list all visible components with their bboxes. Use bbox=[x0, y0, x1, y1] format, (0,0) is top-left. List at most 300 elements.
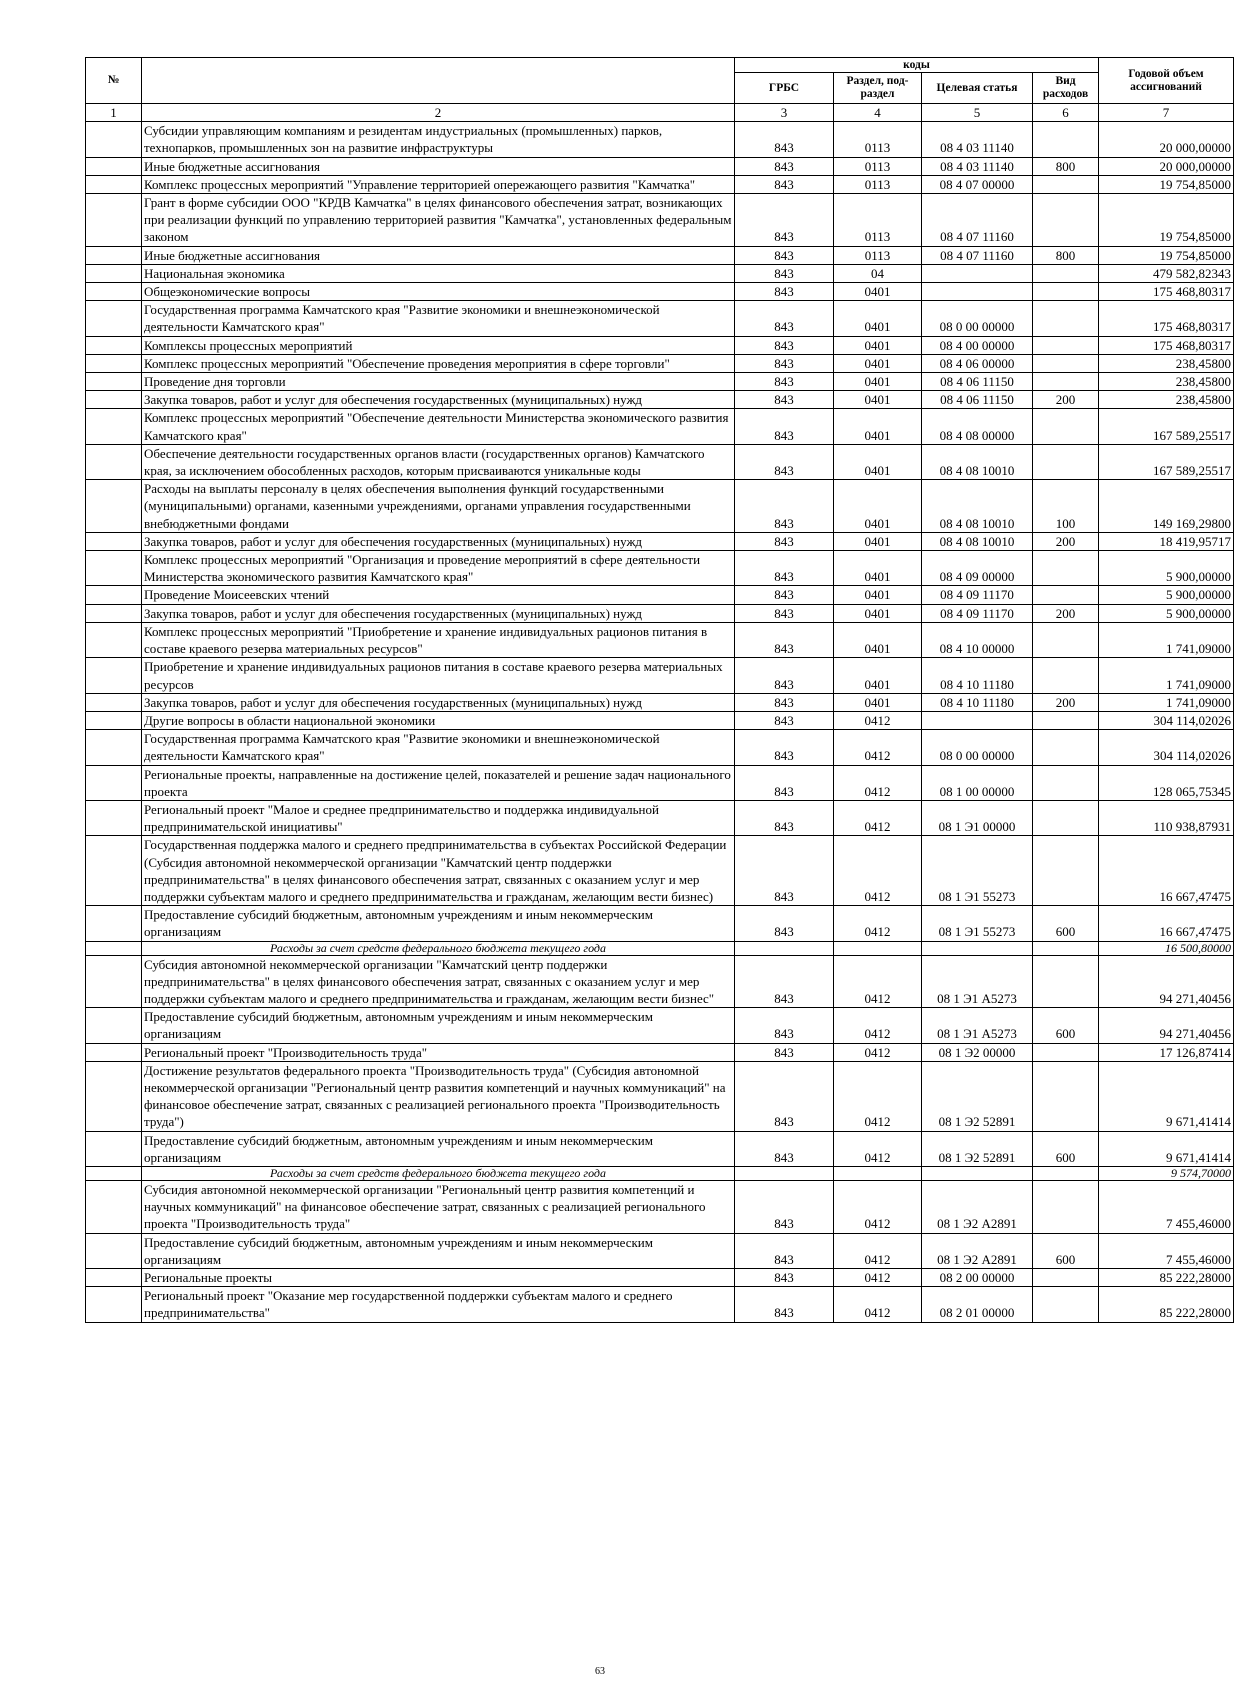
target-article-code: 08 4 06 00000 bbox=[922, 354, 1033, 372]
table-row bbox=[86, 1061, 1234, 1131]
expense-type-code bbox=[1033, 354, 1099, 372]
grbs-code: 843 bbox=[735, 157, 834, 175]
grbs-code: 843 bbox=[735, 1269, 834, 1287]
section-code: 0412 bbox=[834, 711, 922, 729]
target-article-code bbox=[922, 1166, 1033, 1180]
target-article-code: 08 1 Э2 52891 bbox=[922, 1131, 1033, 1166]
annual-amount: 5 900,00000 bbox=[1099, 551, 1234, 586]
expense-name: Государственная программа Камчатского края "Развитие экономики и внешнеэкономической деятельности Камчатского края" bbox=[142, 301, 735, 336]
row-number bbox=[86, 730, 142, 765]
section-code: 0401 bbox=[834, 622, 922, 657]
target-article-code: 08 1 00 00000 bbox=[922, 765, 1033, 800]
grbs-code bbox=[735, 941, 834, 955]
expense-type-code: 600 bbox=[1033, 1008, 1099, 1043]
section-code: 0412 bbox=[834, 1287, 922, 1322]
section-code: 0412 bbox=[834, 1233, 922, 1268]
target-article-code: 08 2 00 00000 bbox=[922, 1269, 1033, 1287]
expense-type-code bbox=[1033, 373, 1099, 391]
table-row bbox=[86, 622, 1234, 657]
section-code: 0113 bbox=[834, 175, 922, 193]
expense-name: Комплекс процессных мероприятий "Организация и проведение мероприятий в сфере деятельности Министерства экономического развития Камчатского края" bbox=[142, 551, 735, 586]
target-article-code bbox=[922, 941, 1033, 955]
expense-name: Региональный проект "Производительность труда" bbox=[142, 1043, 735, 1061]
row-number bbox=[86, 246, 142, 264]
section-code: 0401 bbox=[834, 480, 922, 533]
target-article-code: 08 4 07 11160 bbox=[922, 194, 1033, 247]
table-row bbox=[86, 157, 1234, 175]
annual-amount: 128 065,75345 bbox=[1099, 765, 1234, 800]
target-article-code: 08 1 Э2 00000 bbox=[922, 1043, 1033, 1061]
budget-page bbox=[85, 57, 1232, 1323]
table-row bbox=[86, 532, 1234, 550]
section-code: 0113 bbox=[834, 246, 922, 264]
grbs-code: 843 bbox=[735, 1180, 834, 1233]
annual-amount: 16 500,80000 bbox=[1099, 941, 1234, 955]
section-code: 0401 bbox=[834, 444, 922, 479]
grbs-code: 843 bbox=[735, 1061, 834, 1131]
target-article-code: 08 4 09 00000 bbox=[922, 551, 1033, 586]
section-code: 0113 bbox=[834, 122, 922, 157]
section-code: 0401 bbox=[834, 658, 922, 693]
table-row bbox=[86, 354, 1234, 372]
row-number bbox=[86, 586, 142, 604]
row-number bbox=[86, 354, 142, 372]
grbs-code: 843 bbox=[735, 1043, 834, 1061]
expense-type-code: 200 bbox=[1033, 693, 1099, 711]
expense-name: Закупка товаров, работ и услуг для обеспечения государственных (муниципальных) нужд bbox=[142, 693, 735, 711]
expense-name: Проведение дня торговли bbox=[142, 373, 735, 391]
expense-name: Субсидия автономной некоммерческой организации "Региональный центр развития компетенций и научных коммуникаций" на финансовое обеспечение затрат, связанных с реализацией регионального проекта "Производительность труда" bbox=[142, 1180, 735, 1233]
expense-name: Национальная экономика bbox=[142, 264, 735, 282]
expense-name: Иные бюджетные ассигнования bbox=[142, 157, 735, 175]
table-row bbox=[86, 604, 1234, 622]
target-article-code: 08 4 06 11150 bbox=[922, 373, 1033, 391]
expense-type-code: 600 bbox=[1033, 1233, 1099, 1268]
header-grbs: ГРБС bbox=[735, 73, 834, 104]
expense-name: Комплекс процессных мероприятий "Обеспечение деятельности Министерства экономического развития Камчатского края" bbox=[142, 409, 735, 444]
expense-name: Грант в форме субсидии ООО "КРДВ Камчатка" в целях финансового обеспечения затрат, возникающих при реализации функций по управлению территорией развития "Камчатка", установленных федеральным законом bbox=[142, 194, 735, 247]
grbs-code: 843 bbox=[735, 373, 834, 391]
grbs-code: 843 bbox=[735, 906, 834, 941]
row-number bbox=[86, 658, 142, 693]
federal-budget-row bbox=[86, 1166, 1234, 1180]
expense-name: Иные бюджетные ассигнования bbox=[142, 246, 735, 264]
annual-amount: 304 114,02026 bbox=[1099, 711, 1234, 729]
row-number bbox=[86, 283, 142, 301]
annual-amount: 1 741,09000 bbox=[1099, 622, 1234, 657]
expense-type-code bbox=[1033, 336, 1099, 354]
table-row bbox=[86, 175, 1234, 193]
grbs-code: 843 bbox=[735, 1008, 834, 1043]
grbs-code: 843 bbox=[735, 765, 834, 800]
expense-type-code bbox=[1033, 955, 1099, 1008]
table-row bbox=[86, 1131, 1234, 1166]
expense-type-code: 100 bbox=[1033, 480, 1099, 533]
annual-amount: 20 000,00000 bbox=[1099, 122, 1234, 157]
section-code: 0401 bbox=[834, 532, 922, 550]
target-article-code: 08 4 06 11150 bbox=[922, 391, 1033, 409]
annual-amount: 1 741,09000 bbox=[1099, 693, 1234, 711]
expense-type-code bbox=[1033, 941, 1099, 955]
expense-type-code bbox=[1033, 264, 1099, 282]
grbs-code: 843 bbox=[735, 480, 834, 533]
table-row bbox=[86, 301, 1234, 336]
section-code: 0412 bbox=[834, 1180, 922, 1233]
annual-amount: 20 000,00000 bbox=[1099, 157, 1234, 175]
table-row bbox=[86, 1233, 1234, 1268]
expense-name: Региональный проект "Оказание мер государственной поддержки субъектам малого и среднего предпринимательства" bbox=[142, 1287, 735, 1322]
expense-type-code bbox=[1033, 622, 1099, 657]
annual-amount: 149 169,29800 bbox=[1099, 480, 1234, 533]
column-index: 2 bbox=[142, 104, 735, 122]
expense-type-code bbox=[1033, 730, 1099, 765]
expense-name: Предоставление субсидий бюджетным, автономным учреждениям и иным некоммерческим организациям bbox=[142, 906, 735, 941]
table-body bbox=[86, 122, 1234, 1322]
target-article-code: 08 1 Э1 00000 bbox=[922, 800, 1033, 835]
target-article-code: 08 4 07 11160 bbox=[922, 246, 1033, 264]
target-article-code: 08 4 09 11170 bbox=[922, 586, 1033, 604]
expense-name: Региональные проекты bbox=[142, 1269, 735, 1287]
row-number bbox=[86, 1043, 142, 1061]
expense-name: Государственная программа Камчатского края "Развитие экономики и внешнеэкономической деятельности Камчатского края" bbox=[142, 730, 735, 765]
expense-type-code bbox=[1033, 444, 1099, 479]
table-row bbox=[86, 336, 1234, 354]
row-number bbox=[86, 551, 142, 586]
column-index: 4 bbox=[834, 104, 922, 122]
column-index: 5 bbox=[922, 104, 1033, 122]
grbs-code: 843 bbox=[735, 730, 834, 765]
grbs-code: 843 bbox=[735, 1287, 834, 1322]
section-code: 0412 bbox=[834, 765, 922, 800]
row-number bbox=[86, 1233, 142, 1268]
grbs-code: 843 bbox=[735, 586, 834, 604]
annual-amount: 1 741,09000 bbox=[1099, 658, 1234, 693]
expense-type-code: 800 bbox=[1033, 246, 1099, 264]
expense-name: Предоставление субсидий бюджетным, автономным учреждениям и иным некоммерческим организациям bbox=[142, 1131, 735, 1166]
expense-type-code bbox=[1033, 800, 1099, 835]
row-number bbox=[86, 373, 142, 391]
table-row bbox=[86, 444, 1234, 479]
expense-type-code bbox=[1033, 175, 1099, 193]
section-code: 0401 bbox=[834, 586, 922, 604]
grbs-code: 843 bbox=[735, 122, 834, 157]
expense-type-code bbox=[1033, 194, 1099, 247]
expense-type-code: 600 bbox=[1033, 906, 1099, 941]
expense-type-code bbox=[1033, 1043, 1099, 1061]
table-row bbox=[86, 955, 1234, 1008]
expense-type-code bbox=[1033, 301, 1099, 336]
table-row bbox=[86, 194, 1234, 247]
table-row bbox=[86, 765, 1234, 800]
expense-type-code bbox=[1033, 1269, 1099, 1287]
table-row bbox=[86, 658, 1234, 693]
target-article-code: 08 1 Э1 55273 bbox=[922, 836, 1033, 906]
annual-amount: 85 222,28000 bbox=[1099, 1269, 1234, 1287]
table-row bbox=[86, 122, 1234, 157]
target-article-code: 08 1 Э2 А2891 bbox=[922, 1180, 1033, 1233]
expense-name: Региональный проект "Малое и среднее предпринимательство и поддержка индивидуальной предпринимательской инициативы" bbox=[142, 800, 735, 835]
page-number: 63 bbox=[595, 1666, 605, 1677]
grbs-code: 843 bbox=[735, 194, 834, 247]
column-index: 1 bbox=[86, 104, 142, 122]
row-number bbox=[86, 194, 142, 247]
grbs-code: 843 bbox=[735, 444, 834, 479]
target-article-code: 08 4 10 11180 bbox=[922, 693, 1033, 711]
row-number bbox=[86, 444, 142, 479]
annual-amount: 238,45800 bbox=[1099, 354, 1234, 372]
column-index: 7 bbox=[1099, 104, 1234, 122]
section-code: 0401 bbox=[834, 301, 922, 336]
expense-name: Комплекс процессных мероприятий "Приобретение и хранение индивидуальных рационов питания в составе краевого резерва материальных ресурсов" bbox=[142, 622, 735, 657]
expense-type-code bbox=[1033, 711, 1099, 729]
row-number bbox=[86, 1008, 142, 1043]
annual-amount: 304 114,02026 bbox=[1099, 730, 1234, 765]
expense-type-code bbox=[1033, 765, 1099, 800]
table-row bbox=[86, 906, 1234, 941]
row-number bbox=[86, 480, 142, 533]
table-row bbox=[86, 246, 1234, 264]
target-article-code: 08 1 Э2 52891 bbox=[922, 1061, 1033, 1131]
row-number bbox=[86, 604, 142, 622]
grbs-code: 843 bbox=[735, 955, 834, 1008]
row-number bbox=[86, 941, 142, 955]
expense-name: Предоставление субсидий бюджетным, автономным учреждениям и иным некоммерческим организациям bbox=[142, 1233, 735, 1268]
target-article-code: 08 0 00 00000 bbox=[922, 301, 1033, 336]
row-number bbox=[86, 906, 142, 941]
grbs-code: 843 bbox=[735, 264, 834, 282]
header-codes: коды bbox=[735, 58, 1099, 73]
row-number bbox=[86, 1269, 142, 1287]
grbs-code: 843 bbox=[735, 301, 834, 336]
section-code: 0401 bbox=[834, 409, 922, 444]
target-article-code: 08 2 01 00000 bbox=[922, 1287, 1033, 1322]
expense-name: Государственная поддержка малого и среднего предпринимательства в субъектах Российской Федерации (Субсидия автономной некоммерческой организации "Камчатский центр поддержки предпринимательства" в целях финансового обеспечения затрат, связанных с оказанием услуг и мер поддержки субъектам малого и среднего предпринимательства и гражданам, желающим вести бизнес) bbox=[142, 836, 735, 906]
section-code: 0401 bbox=[834, 283, 922, 301]
row-number bbox=[86, 175, 142, 193]
annual-amount: 5 900,00000 bbox=[1099, 586, 1234, 604]
table-row bbox=[86, 836, 1234, 906]
target-article-code bbox=[922, 264, 1033, 282]
annual-amount: 19 754,85000 bbox=[1099, 246, 1234, 264]
row-number bbox=[86, 765, 142, 800]
table-row bbox=[86, 409, 1234, 444]
expense-type-code bbox=[1033, 1166, 1099, 1180]
section-code: 0401 bbox=[834, 373, 922, 391]
section-code: 0401 bbox=[834, 551, 922, 586]
expense-type-code bbox=[1033, 283, 1099, 301]
section-code: 0401 bbox=[834, 391, 922, 409]
expense-type-code bbox=[1033, 836, 1099, 906]
target-article-code: 08 4 08 10010 bbox=[922, 444, 1033, 479]
annual-amount: 5 900,00000 bbox=[1099, 604, 1234, 622]
grbs-code: 843 bbox=[735, 551, 834, 586]
expense-name: Расходы за счет средств федерального бюджета текущего года bbox=[142, 1166, 735, 1180]
header-vid: Вид расходов bbox=[1033, 73, 1099, 104]
expense-name: Закупка товаров, работ и услуг для обеспечения государственных (муниципальных) нужд bbox=[142, 532, 735, 550]
expense-type-code: 200 bbox=[1033, 532, 1099, 550]
annual-amount: 167 589,25517 bbox=[1099, 409, 1234, 444]
header-statya: Целевая статья bbox=[922, 73, 1033, 104]
target-article-code: 08 4 00 00000 bbox=[922, 336, 1033, 354]
row-number bbox=[86, 391, 142, 409]
section-code: 04 bbox=[834, 264, 922, 282]
table-row bbox=[86, 586, 1234, 604]
expense-type-code: 200 bbox=[1033, 391, 1099, 409]
annual-amount: 85 222,28000 bbox=[1099, 1287, 1234, 1322]
annual-amount: 94 271,40456 bbox=[1099, 1008, 1234, 1043]
expense-name: Проведение Моисеевских чтений bbox=[142, 586, 735, 604]
section-code: 0412 bbox=[834, 906, 922, 941]
annual-amount: 110 938,87931 bbox=[1099, 800, 1234, 835]
row-number bbox=[86, 157, 142, 175]
expense-type-code bbox=[1033, 551, 1099, 586]
annual-amount: 17 126,87414 bbox=[1099, 1043, 1234, 1061]
expense-name: Закупка товаров, работ и услуг для обеспечения государственных (муниципальных) нужд bbox=[142, 604, 735, 622]
table-header bbox=[86, 58, 1234, 122]
grbs-code: 843 bbox=[735, 693, 834, 711]
table-row bbox=[86, 373, 1234, 391]
section-code: 0412 bbox=[834, 1131, 922, 1166]
annual-amount: 175 468,80317 bbox=[1099, 283, 1234, 301]
section-code: 0401 bbox=[834, 336, 922, 354]
column-index: 3 bbox=[735, 104, 834, 122]
row-number bbox=[86, 122, 142, 157]
table-row bbox=[86, 391, 1234, 409]
section-code: 0412 bbox=[834, 1269, 922, 1287]
annual-amount: 7 455,46000 bbox=[1099, 1180, 1234, 1233]
expense-type-code bbox=[1033, 1287, 1099, 1322]
table-row bbox=[86, 1269, 1234, 1287]
table-row bbox=[86, 800, 1234, 835]
header-name bbox=[142, 58, 735, 104]
target-article-code: 08 4 07 00000 bbox=[922, 175, 1033, 193]
target-article-code: 08 1 Э1 55273 bbox=[922, 906, 1033, 941]
row-number bbox=[86, 711, 142, 729]
header-volume: Годовой объем ассигнований bbox=[1099, 58, 1234, 104]
federal-budget-row bbox=[86, 941, 1234, 955]
annual-amount: 9 574,70000 bbox=[1099, 1166, 1234, 1180]
grbs-code: 843 bbox=[735, 283, 834, 301]
target-article-code: 08 1 Э2 А2891 bbox=[922, 1233, 1033, 1268]
target-article-code: 08 1 Э1 А5273 bbox=[922, 955, 1033, 1008]
row-number bbox=[86, 264, 142, 282]
row-number bbox=[86, 409, 142, 444]
row-number bbox=[86, 955, 142, 1008]
annual-amount: 16 667,47475 bbox=[1099, 906, 1234, 941]
expense-type-code bbox=[1033, 122, 1099, 157]
table-row bbox=[86, 480, 1234, 533]
annual-amount: 7 455,46000 bbox=[1099, 1233, 1234, 1268]
expense-type-code bbox=[1033, 586, 1099, 604]
expense-type-code bbox=[1033, 1061, 1099, 1131]
expense-type-code: 800 bbox=[1033, 157, 1099, 175]
expense-name: Расходы на выплаты персоналу в целях обеспечения выполнения функций государственными (муниципальными) органами, казенными учреждениями, органами управления государственными внебюджетными фондами bbox=[142, 480, 735, 533]
grbs-code: 843 bbox=[735, 1233, 834, 1268]
table-row bbox=[86, 264, 1234, 282]
section-code: 0412 bbox=[834, 1061, 922, 1131]
expense-type-code bbox=[1033, 409, 1099, 444]
annual-amount: 175 468,80317 bbox=[1099, 336, 1234, 354]
target-article-code: 08 4 03 11140 bbox=[922, 157, 1033, 175]
header-num: № bbox=[86, 58, 142, 104]
annual-amount: 18 419,95717 bbox=[1099, 532, 1234, 550]
target-article-code: 08 4 09 11170 bbox=[922, 604, 1033, 622]
grbs-code: 843 bbox=[735, 336, 834, 354]
target-article-code: 08 4 08 00000 bbox=[922, 409, 1033, 444]
grbs-code: 843 bbox=[735, 1131, 834, 1166]
table-row bbox=[86, 711, 1234, 729]
budget-table bbox=[85, 57, 1234, 1323]
target-article-code: 08 1 Э1 А5273 bbox=[922, 1008, 1033, 1043]
expense-name: Общеэкономические вопросы bbox=[142, 283, 735, 301]
annual-amount: 479 582,82343 bbox=[1099, 264, 1234, 282]
section-code: 0412 bbox=[834, 836, 922, 906]
section-code bbox=[834, 1166, 922, 1180]
expense-type-code: 600 bbox=[1033, 1131, 1099, 1166]
expense-name: Комплекс процессных мероприятий "Обеспечение проведения мероприятия в сфере торговли" bbox=[142, 354, 735, 372]
expense-name: Приобретение и хранение индивидуальных рационов питания в составе краевого резерва материальных ресурсов bbox=[142, 658, 735, 693]
annual-amount: 238,45800 bbox=[1099, 391, 1234, 409]
annual-amount: 94 271,40456 bbox=[1099, 955, 1234, 1008]
row-number bbox=[86, 1287, 142, 1322]
grbs-code: 843 bbox=[735, 800, 834, 835]
table-row bbox=[86, 693, 1234, 711]
row-number bbox=[86, 622, 142, 657]
annual-amount: 16 667,47475 bbox=[1099, 836, 1234, 906]
target-article-code: 08 4 10 00000 bbox=[922, 622, 1033, 657]
row-number bbox=[86, 1061, 142, 1131]
table-row bbox=[86, 1180, 1234, 1233]
target-article-code: 08 4 03 11140 bbox=[922, 122, 1033, 157]
row-number bbox=[86, 1180, 142, 1233]
section-code: 0412 bbox=[834, 800, 922, 835]
table-row bbox=[86, 283, 1234, 301]
annual-amount: 19 754,85000 bbox=[1099, 175, 1234, 193]
annual-amount: 9 671,41414 bbox=[1099, 1131, 1234, 1166]
column-index-row bbox=[86, 104, 1234, 122]
row-number bbox=[86, 800, 142, 835]
section-code: 0113 bbox=[834, 194, 922, 247]
expense-name: Комплекс процессных мероприятий "Управление территорией опережающего развития "Камчатка" bbox=[142, 175, 735, 193]
target-article-code: 08 4 08 10010 bbox=[922, 532, 1033, 550]
expense-name: Предоставление субсидий бюджетным, автономным учреждениям и иным некоммерческим организациям bbox=[142, 1008, 735, 1043]
grbs-code: 843 bbox=[735, 175, 834, 193]
expense-name: Региональные проекты, направленные на достижение целей, показателей и решение задач национального проекта bbox=[142, 765, 735, 800]
table-row bbox=[86, 1008, 1234, 1043]
target-article-code bbox=[922, 283, 1033, 301]
annual-amount: 167 589,25517 bbox=[1099, 444, 1234, 479]
row-number bbox=[86, 336, 142, 354]
expense-type-code bbox=[1033, 658, 1099, 693]
expense-type-code: 200 bbox=[1033, 604, 1099, 622]
expense-name: Другие вопросы в области национальной экономики bbox=[142, 711, 735, 729]
annual-amount: 19 754,85000 bbox=[1099, 194, 1234, 247]
expense-name: Субсидия автономной некоммерческой организации "Камчатский центр поддержки предпринимательства" в целях финансового обеспечения затрат, связанных с оказанием услуг и мер поддержки субъектам малого и среднего предпринимательства и гражданам, желающим вести бизнес" bbox=[142, 955, 735, 1008]
grbs-code: 843 bbox=[735, 604, 834, 622]
row-number bbox=[86, 532, 142, 550]
table-row bbox=[86, 730, 1234, 765]
section-code: 0412 bbox=[834, 730, 922, 765]
grbs-code: 843 bbox=[735, 658, 834, 693]
grbs-code: 843 bbox=[735, 409, 834, 444]
target-article-code: 08 0 00 00000 bbox=[922, 730, 1033, 765]
grbs-code: 843 bbox=[735, 711, 834, 729]
grbs-code: 843 bbox=[735, 354, 834, 372]
expense-type-code bbox=[1033, 1180, 1099, 1233]
table-row bbox=[86, 551, 1234, 586]
row-number bbox=[86, 301, 142, 336]
table-row bbox=[86, 1043, 1234, 1061]
